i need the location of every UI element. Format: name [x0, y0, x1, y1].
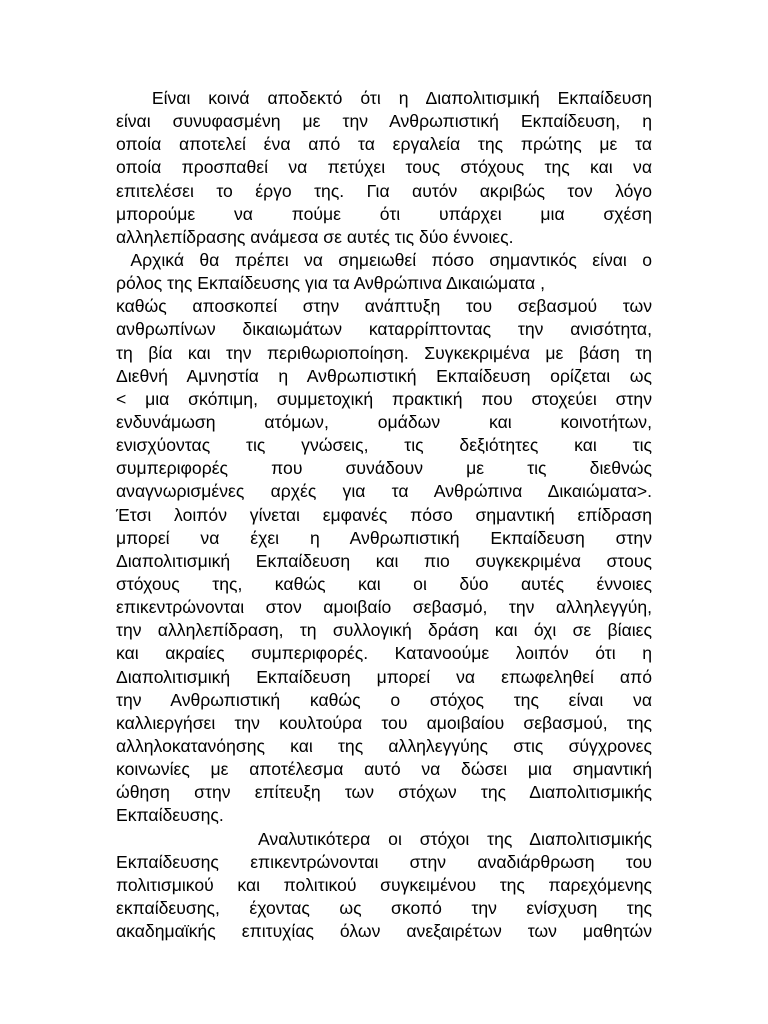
- text-line: ώθηση στην επίτευξη των στόχων της Διαπολιτισμικής: [116, 782, 652, 803]
- text-line: Αρχικά θα πρέπει να σημειωθεί πόσο σημαντικός είναι ο: [116, 249, 652, 270]
- text-line: είναι συνυφασμένη με την Ανθρωπιστική Εκπαίδευση, η: [116, 111, 652, 132]
- text-line: εκπαίδευσης, έχοντας ως σκοπό την ενίσχυση της: [116, 897, 652, 918]
- text-line: κοινωνίες με αποτέλεσμα αυτό να δώσει μια σημαντική: [116, 759, 652, 780]
- text-line: ρόλος της Εκπαίδευσης για τα Ανθρώπινα Δικαιώματα ,: [116, 273, 546, 294]
- text-line: ενδυνάμωση ατόμων, ομάδων και κοινοτήτων,: [116, 411, 652, 432]
- text-line: επικεντρώνονται στον αμοιβαίο σεβασμό, την αλληλεγγύη,: [116, 597, 652, 618]
- body-text: [116, 87, 652, 943]
- text-line: μπορεί να έχει η Ανθρωπιστική Εκπαίδευση στην: [116, 527, 652, 548]
- text-line: Διεθνή Αμνηστία η Ανθρωπιστική Εκπαίδευση ορίζεται ως: [116, 365, 652, 386]
- text-line: ενισχύοντας τις γνώσεις, τις δεξιότητες και τις: [116, 435, 652, 456]
- text-line: Διαπολιτισμική Εκπαίδευση μπορεί να επωφεληθεί από: [116, 666, 652, 687]
- text-line: την Ανθρωπιστική καθώς ο στόχος της είναι να: [116, 689, 652, 710]
- text-line: Διαπολιτισμική Εκπαίδευση και πιο συγκεκριμένα στους: [116, 550, 652, 571]
- text-line: αναγνωρισμένες αρχές για τα Ανθρώπινα Δικαιώματα>.: [116, 481, 652, 502]
- text-line: Είναι κοινά αποδεκτό ότι η Διαπολιτισμική Εκπαίδευση: [116, 88, 652, 108]
- text-line: < μια σκόπιμη, συμμετοχική πρακτική που στοχεύει στην: [116, 388, 652, 409]
- text-line: την αλληλεπίδραση, τη συλλογική δράση και όχι σε βίαιες: [116, 620, 652, 641]
- text-line: ακαδημαϊκής επιτυχίας όλων ανεξαιρέτων των μαθητών: [116, 921, 652, 942]
- text-line: πολιτισμικού και πολιτικού συγκειμένου της παρεχόμενης: [116, 874, 652, 895]
- text-line: Αναλυτικότερα οι στόχοι της Διαπολιτισμικής: [116, 828, 652, 849]
- text-line: οποία προσπαθεί να πετύχει τους στόχους της και να: [116, 157, 652, 178]
- text-line: καθώς αποσκοπεί στην ανάπτυξη του σεβασμού των: [116, 296, 652, 317]
- text-line: τη βία και την περιθωριοποίηση. Συγκεκριμένα με βάση τη: [116, 342, 652, 363]
- text-line: αλληλεπίδρασης ανάμεσα σε αυτές τις δύο έννοιες.: [116, 226, 514, 247]
- text-line: επιτελέσει το έργο της. Για αυτόν ακριβώς τον λόγο: [116, 180, 652, 201]
- text-line: οποία αποτελεί ένα από τα εργαλεία της πρώτης με τα: [116, 134, 652, 155]
- text-line: αλληλοκατανόησης και της αλληλεγγύης στις σύγχρονες: [116, 735, 652, 756]
- text-line: Εκπαίδευσης.: [116, 805, 224, 826]
- text-line: καλλιεργήσει την κουλτούρα του αμοιβαίου σεβασμού, της: [116, 712, 652, 733]
- text-line: μπορούμε να πούμε ότι υπάρχει μια σχέση: [116, 203, 652, 224]
- text-line: και ακραίες συμπεριφορές. Κατανοούμε λοιπόν ότι η: [116, 643, 652, 664]
- text-line: στόχους της, καθώς και οι δύο αυτές έννοιες: [116, 573, 652, 594]
- text-line: Εκπαίδευσης επικεντρώνονται στην αναδιάρθρωση του: [116, 851, 652, 872]
- text-line: ανθρωπίνων δικαιωμάτων καταρρίπτοντας την ανισότητα,: [116, 319, 652, 340]
- text-line: Έτσι λοιπόν γίνεται εμφανές πόσο σημαντική επίδραση: [116, 504, 652, 525]
- text-line: συμπεριφορές που συνάδουν με τις διεθνώς: [116, 458, 652, 479]
